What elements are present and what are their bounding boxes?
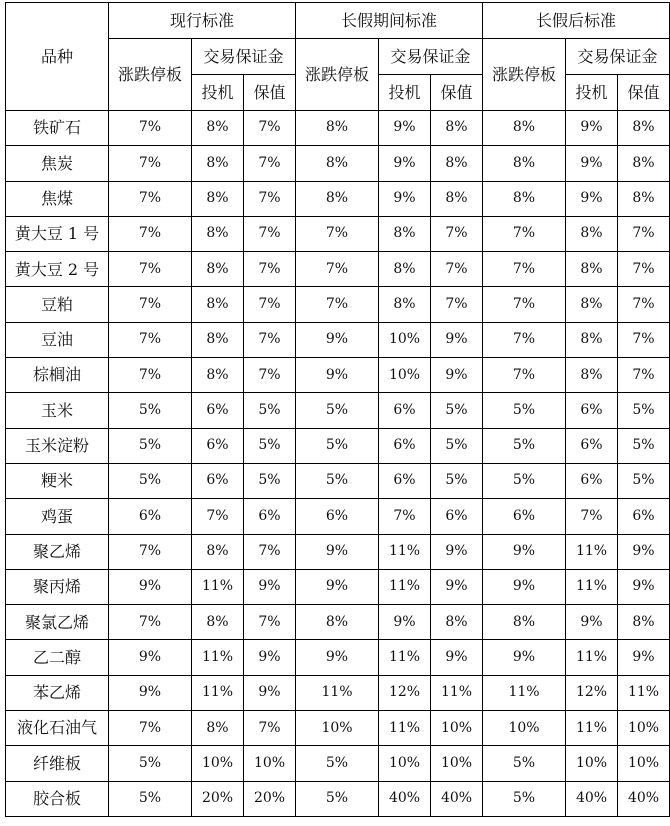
current-hedge-margin-cell: 7% <box>244 711 296 746</box>
after-limit-cell: 5% <box>483 463 566 498</box>
current-spec-margin-cell: 8% <box>192 111 244 146</box>
table-row <box>6 181 670 216</box>
holiday-limit-cell: 5% <box>296 463 379 498</box>
after-limit-cell: 5% <box>483 428 566 463</box>
variety-name: 鸡蛋 <box>6 499 109 534</box>
variety-name: 玉米淀粉 <box>6 428 109 463</box>
limit-header: 涨跌停板 <box>109 39 192 111</box>
holiday-limit-cell: 11% <box>296 675 379 710</box>
current-spec-margin-cell: 6% <box>192 428 244 463</box>
after-limit-cell: 8% <box>483 605 566 640</box>
holiday-spec-margin-cell: 6% <box>379 463 431 498</box>
holiday-spec-margin-cell: 11% <box>379 534 431 569</box>
current-spec-margin-cell: 7% <box>192 499 244 534</box>
current-spec-margin-cell: 11% <box>192 640 244 675</box>
current-hedge-margin-cell: 7% <box>244 605 296 640</box>
variety-name: 黄大豆 2 号 <box>6 252 109 287</box>
current-limit-cell: 7% <box>109 111 192 146</box>
after-limit-cell: 11% <box>483 675 566 710</box>
margin-header: 交易保证金 <box>379 39 483 75</box>
hedge-header: 保值 <box>244 75 296 111</box>
variety-name: 聚氯乙烯 <box>6 605 109 640</box>
variety-name: 玉米 <box>6 393 109 428</box>
after-spec-margin-cell: 9% <box>566 181 618 216</box>
holiday-limit-cell: 6% <box>296 499 379 534</box>
after-hedge-margin-cell: 7% <box>618 287 670 322</box>
variety-name: 液化石油气 <box>6 711 109 746</box>
current-limit-cell: 5% <box>109 781 192 816</box>
holiday-limit-cell: 9% <box>296 569 379 604</box>
after-limit-cell: 9% <box>483 640 566 675</box>
holiday-spec-margin-cell: 9% <box>379 605 431 640</box>
holiday-limit-cell: 5% <box>296 781 379 816</box>
limit-header: 涨跌停板 <box>483 39 566 111</box>
current-spec-margin-cell: 8% <box>192 146 244 181</box>
holiday-limit-cell: 9% <box>296 640 379 675</box>
hedge-header: 保值 <box>431 75 483 111</box>
current-spec-margin-cell: 8% <box>192 322 244 357</box>
table-row <box>6 322 670 357</box>
holiday-limit-cell: 5% <box>296 393 379 428</box>
after-limit-cell: 8% <box>483 181 566 216</box>
holiday-hedge-margin-cell: 9% <box>431 358 483 393</box>
current-hedge-margin-cell: 7% <box>244 111 296 146</box>
current-hedge-margin-cell: 7% <box>244 146 296 181</box>
after-hedge-margin-cell: 7% <box>618 216 670 251</box>
current-hedge-margin-cell: 20% <box>244 781 296 816</box>
after-hedge-margin-cell: 9% <box>618 569 670 604</box>
holiday-hedge-margin-cell: 7% <box>431 252 483 287</box>
variety-name: 豆油 <box>6 322 109 357</box>
after-spec-margin-cell: 11% <box>566 640 618 675</box>
holiday-spec-margin-cell: 8% <box>379 287 431 322</box>
holiday-spec-margin-cell: 10% <box>379 358 431 393</box>
current-limit-cell: 5% <box>109 428 192 463</box>
after-hedge-margin-cell: 40% <box>618 781 670 816</box>
current-hedge-margin-cell: 7% <box>244 216 296 251</box>
table-row <box>6 358 670 393</box>
current-hedge-margin-cell: 6% <box>244 499 296 534</box>
current-limit-cell: 7% <box>109 605 192 640</box>
variety-name: 铁矿石 <box>6 111 109 146</box>
current-hedge-margin-cell: 9% <box>244 640 296 675</box>
current-limit-cell: 5% <box>109 463 192 498</box>
holiday-spec-margin-cell: 10% <box>379 322 431 357</box>
current-limit-cell: 7% <box>109 287 192 322</box>
current-limit-cell: 9% <box>109 569 192 604</box>
table-row <box>6 393 670 428</box>
table-row <box>6 746 670 781</box>
current-spec-margin-cell: 8% <box>192 605 244 640</box>
holiday-hedge-margin-cell: 7% <box>431 216 483 251</box>
current-hedge-margin-cell: 7% <box>244 534 296 569</box>
after-hedge-margin-cell: 8% <box>618 181 670 216</box>
current-limit-cell: 7% <box>109 358 192 393</box>
current-hedge-margin-cell: 7% <box>244 181 296 216</box>
variety-name: 焦炭 <box>6 146 109 181</box>
variety-name: 粳米 <box>6 463 109 498</box>
current-limit-cell: 7% <box>109 711 192 746</box>
group-header-holiday: 长假期间标准 <box>296 3 483 39</box>
holiday-hedge-margin-cell: 8% <box>431 111 483 146</box>
current-hedge-margin-cell: 10% <box>244 746 296 781</box>
holiday-hedge-margin-cell: 9% <box>431 322 483 357</box>
after-spec-margin-cell: 8% <box>566 322 618 357</box>
holiday-hedge-margin-cell: 7% <box>431 287 483 322</box>
variety-name: 黄大豆 1 号 <box>6 216 109 251</box>
after-spec-margin-cell: 8% <box>566 358 618 393</box>
after-hedge-margin-cell: 5% <box>618 393 670 428</box>
hedge-header: 保值 <box>618 75 670 111</box>
header-row-groups <box>6 3 670 39</box>
after-spec-margin-cell: 40% <box>566 781 618 816</box>
current-spec-margin-cell: 8% <box>192 534 244 569</box>
holiday-hedge-margin-cell: 40% <box>431 781 483 816</box>
holiday-limit-cell: 9% <box>296 358 379 393</box>
holiday-spec-margin-cell: 9% <box>379 181 431 216</box>
table-row <box>6 781 670 816</box>
current-limit-cell: 7% <box>109 252 192 287</box>
holiday-hedge-margin-cell: 5% <box>431 393 483 428</box>
holiday-limit-cell: 7% <box>296 252 379 287</box>
after-hedge-margin-cell: 5% <box>618 428 670 463</box>
holiday-limit-cell: 5% <box>296 746 379 781</box>
holiday-hedge-margin-cell: 6% <box>431 499 483 534</box>
current-spec-margin-cell: 8% <box>192 287 244 322</box>
variety-name: 纤维板 <box>6 746 109 781</box>
current-limit-cell: 9% <box>109 640 192 675</box>
after-hedge-margin-cell: 9% <box>618 534 670 569</box>
current-hedge-margin-cell: 5% <box>244 428 296 463</box>
table-row <box>6 605 670 640</box>
current-limit-cell: 7% <box>109 322 192 357</box>
after-limit-cell: 5% <box>483 781 566 816</box>
current-hedge-margin-cell: 7% <box>244 358 296 393</box>
after-hedge-margin-cell: 10% <box>618 711 670 746</box>
current-hedge-margin-cell: 7% <box>244 322 296 357</box>
table-row <box>6 216 670 251</box>
after-spec-margin-cell: 7% <box>566 499 618 534</box>
holiday-hedge-margin-cell: 5% <box>431 463 483 498</box>
current-limit-cell: 7% <box>109 216 192 251</box>
variety-name: 苯乙烯 <box>6 675 109 710</box>
speculation-header: 投机 <box>192 75 244 111</box>
table-row <box>6 675 670 710</box>
current-hedge-margin-cell: 7% <box>244 252 296 287</box>
after-limit-cell: 9% <box>483 569 566 604</box>
holiday-limit-cell: 5% <box>296 428 379 463</box>
after-spec-margin-cell: 9% <box>566 146 618 181</box>
holiday-spec-margin-cell: 6% <box>379 393 431 428</box>
after-limit-cell: 9% <box>483 534 566 569</box>
group-header-after: 长假后标准 <box>483 3 670 39</box>
after-spec-margin-cell: 12% <box>566 675 618 710</box>
after-limit-cell: 7% <box>483 216 566 251</box>
after-limit-cell: 8% <box>483 146 566 181</box>
after-spec-margin-cell: 9% <box>566 111 618 146</box>
current-spec-margin-cell: 8% <box>192 216 244 251</box>
speculation-header: 投机 <box>379 75 431 111</box>
table-row <box>6 287 670 322</box>
holiday-limit-cell: 7% <box>296 287 379 322</box>
holiday-limit-cell: 8% <box>296 605 379 640</box>
holiday-spec-margin-cell: 40% <box>379 781 431 816</box>
holiday-hedge-margin-cell: 10% <box>431 746 483 781</box>
current-limit-cell: 5% <box>109 393 192 428</box>
holiday-hedge-margin-cell: 8% <box>431 146 483 181</box>
current-limit-cell: 7% <box>109 534 192 569</box>
after-limit-cell: 8% <box>483 111 566 146</box>
current-hedge-margin-cell: 5% <box>244 463 296 498</box>
holiday-spec-margin-cell: 8% <box>379 252 431 287</box>
table-row <box>6 534 670 569</box>
after-limit-cell: 7% <box>483 252 566 287</box>
holiday-spec-margin-cell: 11% <box>379 640 431 675</box>
variety-header: 品种 <box>6 3 109 111</box>
margin-header: 交易保证金 <box>566 39 670 75</box>
speculation-header: 投机 <box>566 75 618 111</box>
current-spec-margin-cell: 6% <box>192 463 244 498</box>
holiday-spec-margin-cell: 10% <box>379 746 431 781</box>
current-spec-margin-cell: 8% <box>192 181 244 216</box>
variety-name: 胶合板 <box>6 781 109 816</box>
current-spec-margin-cell: 8% <box>192 711 244 746</box>
margin-header: 交易保证金 <box>192 39 296 75</box>
table-row <box>6 252 670 287</box>
current-limit-cell: 6% <box>109 499 192 534</box>
variety-name: 焦煤 <box>6 181 109 216</box>
table-row <box>6 463 670 498</box>
holiday-spec-margin-cell: 11% <box>379 711 431 746</box>
holiday-limit-cell: 8% <box>296 111 379 146</box>
holiday-spec-margin-cell: 7% <box>379 499 431 534</box>
current-hedge-margin-cell: 9% <box>244 675 296 710</box>
holiday-spec-margin-cell: 12% <box>379 675 431 710</box>
after-spec-margin-cell: 11% <box>566 711 618 746</box>
after-limit-cell: 10% <box>483 711 566 746</box>
after-hedge-margin-cell: 10% <box>618 746 670 781</box>
table-row <box>6 499 670 534</box>
table-row <box>6 711 670 746</box>
holiday-hedge-margin-cell: 8% <box>431 181 483 216</box>
table-row <box>6 428 670 463</box>
group-header-current: 现行标准 <box>109 3 296 39</box>
holiday-spec-margin-cell: 9% <box>379 146 431 181</box>
after-hedge-margin-cell: 9% <box>618 640 670 675</box>
holiday-spec-margin-cell: 11% <box>379 569 431 604</box>
after-spec-margin-cell: 11% <box>566 569 618 604</box>
after-spec-margin-cell: 8% <box>566 216 618 251</box>
holiday-hedge-margin-cell: 9% <box>431 569 483 604</box>
table-row <box>6 111 670 146</box>
current-limit-cell: 7% <box>109 181 192 216</box>
current-spec-margin-cell: 10% <box>192 746 244 781</box>
current-limit-cell: 7% <box>109 146 192 181</box>
after-limit-cell: 6% <box>483 499 566 534</box>
holiday-hedge-margin-cell: 9% <box>431 640 483 675</box>
after-hedge-margin-cell: 8% <box>618 111 670 146</box>
holiday-hedge-margin-cell: 11% <box>431 675 483 710</box>
variety-name: 乙二醇 <box>6 640 109 675</box>
current-hedge-margin-cell: 7% <box>244 287 296 322</box>
current-spec-margin-cell: 8% <box>192 252 244 287</box>
after-spec-margin-cell: 10% <box>566 746 618 781</box>
holiday-hedge-margin-cell: 8% <box>431 605 483 640</box>
after-spec-margin-cell: 8% <box>566 252 618 287</box>
after-hedge-margin-cell: 8% <box>618 146 670 181</box>
current-spec-margin-cell: 6% <box>192 393 244 428</box>
holiday-limit-cell: 7% <box>296 216 379 251</box>
table-row <box>6 640 670 675</box>
current-limit-cell: 5% <box>109 746 192 781</box>
current-spec-margin-cell: 11% <box>192 675 244 710</box>
after-spec-margin-cell: 6% <box>566 393 618 428</box>
holiday-spec-margin-cell: 6% <box>379 428 431 463</box>
after-limit-cell: 7% <box>483 358 566 393</box>
table-row <box>6 569 670 604</box>
holiday-limit-cell: 10% <box>296 711 379 746</box>
variety-name: 聚乙烯 <box>6 534 109 569</box>
after-spec-margin-cell: 6% <box>566 428 618 463</box>
limit-header: 涨跌停板 <box>296 39 379 111</box>
current-hedge-margin-cell: 5% <box>244 393 296 428</box>
after-limit-cell: 5% <box>483 746 566 781</box>
after-spec-margin-cell: 8% <box>566 287 618 322</box>
after-spec-margin-cell: 9% <box>566 605 618 640</box>
after-hedge-margin-cell: 5% <box>618 463 670 498</box>
holiday-hedge-margin-cell: 5% <box>431 428 483 463</box>
current-spec-margin-cell: 11% <box>192 569 244 604</box>
margin-limit-table <box>5 2 670 817</box>
holiday-limit-cell: 9% <box>296 322 379 357</box>
table-row <box>6 146 670 181</box>
after-spec-margin-cell: 6% <box>566 463 618 498</box>
after-spec-margin-cell: 11% <box>566 534 618 569</box>
holiday-hedge-margin-cell: 9% <box>431 534 483 569</box>
current-hedge-margin-cell: 9% <box>244 569 296 604</box>
variety-name: 聚丙烯 <box>6 569 109 604</box>
after-limit-cell: 7% <box>483 322 566 357</box>
current-limit-cell: 9% <box>109 675 192 710</box>
after-limit-cell: 5% <box>483 393 566 428</box>
current-spec-margin-cell: 20% <box>192 781 244 816</box>
variety-name: 豆粕 <box>6 287 109 322</box>
holiday-limit-cell: 8% <box>296 146 379 181</box>
holiday-spec-margin-cell: 8% <box>379 216 431 251</box>
after-hedge-margin-cell: 7% <box>618 358 670 393</box>
after-hedge-margin-cell: 6% <box>618 499 670 534</box>
after-hedge-margin-cell: 8% <box>618 605 670 640</box>
holiday-limit-cell: 9% <box>296 534 379 569</box>
variety-name: 棕榈油 <box>6 358 109 393</box>
after-limit-cell: 7% <box>483 287 566 322</box>
holiday-hedge-margin-cell: 10% <box>431 711 483 746</box>
current-spec-margin-cell: 8% <box>192 358 244 393</box>
holiday-spec-margin-cell: 9% <box>379 111 431 146</box>
after-hedge-margin-cell: 11% <box>618 675 670 710</box>
holiday-limit-cell: 8% <box>296 181 379 216</box>
after-hedge-margin-cell: 7% <box>618 322 670 357</box>
after-hedge-margin-cell: 7% <box>618 252 670 287</box>
